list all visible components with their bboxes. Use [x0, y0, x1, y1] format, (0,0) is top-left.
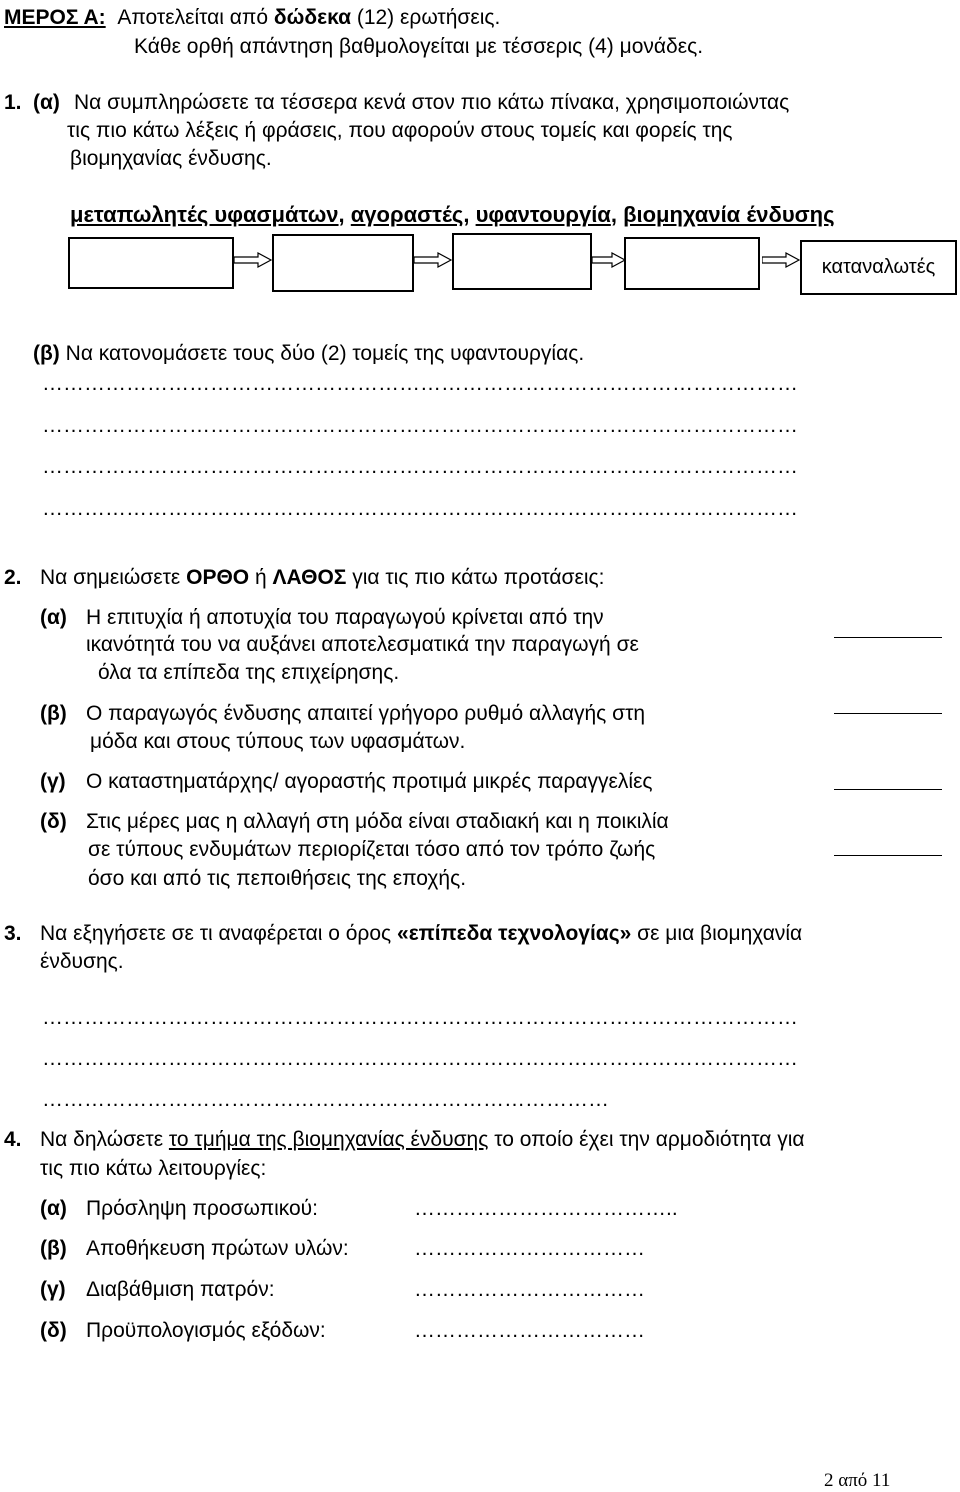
q2-item-line: σε τύπους ενδυμάτων περιορίζεται τόσο από τον τρόπο ζωής — [88, 838, 656, 861]
q2-item-line: ικανότητά του να αυξάνει αποτελεσματικά την παραγωγή σε — [86, 633, 639, 656]
answer-dotline[interactable]: ……………………………………………………………………………………………… — [42, 1006, 798, 1029]
answer-dotline[interactable]: ……………………………………………………………………………………………… — [42, 414, 798, 437]
q4-answer-dots[interactable]: …………………………… — [414, 1237, 645, 1260]
q2-item-line: όσο και από τις πεποιθήσεις της εποχής. — [88, 867, 467, 890]
q2-item-line: μόδα και στους τύπους των υφασμάτων. — [90, 730, 466, 753]
q2-item-line: όλα τα επίπεδα της επιχείρησης. — [98, 661, 400, 684]
flow-box-consumers — [800, 240, 957, 295]
answer-dotline[interactable]: ……………………………………………………………………………………………… — [42, 497, 798, 520]
page-number: 2 από 11 — [824, 1470, 891, 1491]
part-a-line1-bold: δώδεκα — [273, 6, 351, 29]
answer-blank[interactable] — [834, 637, 942, 638]
arrow-right-icon — [414, 252, 452, 268]
true-label: ΟΡΘΟ — [186, 566, 250, 589]
q4-underlined-term: το τμήμα της βιομηχανίας ένδυσης — [168, 1128, 489, 1151]
q4-number: 4. — [4, 1128, 22, 1151]
consumers-label: καταναλωτές — [821, 256, 936, 278]
q1-a-label: (α) — [33, 91, 60, 114]
flow-box-4[interactable] — [624, 237, 760, 290]
part-a-label: ΜΕΡΟΣ Α: — [4, 6, 106, 29]
answer-blank[interactable] — [834, 855, 942, 856]
q4-item-text: Πρόσληψη προσωπικού: — [86, 1197, 318, 1220]
flow-box-3[interactable] — [452, 233, 592, 290]
part-a-line1-post: (12) ερωτήσεις. — [351, 6, 501, 29]
answer-dotline[interactable]: ……………………………………………………………………… — [42, 1088, 609, 1111]
q4-item-text: Αποθήκευση πρώτων υλών: — [86, 1237, 349, 1260]
part-a-header — [4, 6, 500, 30]
q2-number: 2. — [4, 566, 22, 589]
q1-a-text-1: Να συμπληρώσετε τα τέσσερα κενά στον πιο κάτω πίνακα, χρησιμοποιώντας — [74, 91, 790, 114]
q4-answer-dots[interactable]: …………………………… — [414, 1319, 645, 1342]
part-a-line2: Κάθε ορθή απάντηση βαθμολογείται με τέσσερις (4) μονάδες. — [134, 35, 704, 58]
q2-item-label: (γ) — [40, 770, 66, 793]
q4-answer-dots[interactable]: ……………………………….. — [414, 1197, 678, 1220]
false-label: ΛΑΘΟΣ — [272, 566, 347, 589]
q4-item-label: (γ) — [40, 1278, 66, 1301]
answer-blank[interactable] — [834, 713, 942, 714]
q2-item-label: (α) — [40, 606, 67, 629]
word-4: βιομηχανία ένδυσης — [623, 202, 835, 227]
q1-a-text-3: βιομηχανίας ένδυσης. — [70, 147, 272, 170]
flow-box-2[interactable] — [272, 234, 414, 292]
arrow-right-icon — [762, 252, 800, 268]
arrow-right-icon — [592, 252, 626, 268]
q4-text-2: τις πιο κάτω λειτουργίες: — [40, 1157, 267, 1180]
word-3: υφαντουργία — [475, 202, 611, 227]
q4-item-label: (β) — [40, 1237, 67, 1260]
answer-dotline[interactable]: ……………………………………………………………………………………………… — [42, 455, 798, 478]
q3-number: 3. — [4, 922, 22, 945]
q1-number: 1. — [4, 91, 22, 114]
arrow-right-icon — [234, 252, 272, 268]
q3-text-2: ένδυσης. — [40, 950, 124, 973]
q3-text: Να εξηγήσετε σε τι αναφέρεται ο όρος «επίπεδα τεχνολογίας» σε μια βιομηχανία — [40, 922, 803, 945]
word-1: μεταπωλητές υφασμάτων — [70, 202, 339, 227]
q4-item-text: Διαβάθμιση πατρόν: — [86, 1278, 275, 1301]
q1-b — [33, 342, 584, 366]
q2-item-line: Ο παραγωγός ένδυσης απαιτεί γρήγορο ρυθμό αλλαγής στη — [86, 702, 646, 725]
q4-text: Να δηλώσετε το τμήμα της βιομηχανίας ένδυσης το οποίο έχει την αρμοδιότητα για — [40, 1128, 805, 1151]
q4-item-label: (δ) — [40, 1319, 67, 1342]
q2-item-line: Ο καταστηματάρχης/ αγοραστής προτιμά μικρές παραγγελίες — [86, 770, 653, 793]
q4-item-text: Προϋπολογισμός εξόδων: — [86, 1319, 326, 1342]
flow-box-1[interactable] — [68, 237, 234, 289]
q1-word-list: μεταπωλητές υφασμάτων, αγοραστές, υφαντουργία, βιομηχανία ένδυσης — [70, 202, 835, 227]
answer-dotline[interactable]: ……………………………………………………………………………………………… — [42, 372, 798, 395]
q1-a-text-2: τις πιο κάτω λέξεις ή φράσεις, που αφορούν στους τομείς και φορείς της — [67, 119, 733, 142]
q4-answer-dots[interactable]: …………………………… — [414, 1278, 645, 1301]
part-a-line1-pre: Αποτελείται από — [117, 6, 274, 29]
q2-item-line: Η επιτυχία ή αποτυχία του παραγωγού κρίνεται από την — [86, 606, 604, 629]
answer-blank[interactable] — [834, 789, 942, 790]
q2-item-line: Στις μέρες μας η αλλαγή στη μόδα είναι σταδιακή και η ποικιλία — [86, 810, 669, 833]
q1-b-label: (β) — [33, 342, 60, 365]
q2-item-label: (β) — [40, 702, 67, 725]
word-2: αγοραστές — [350, 202, 464, 227]
q3-term: «επίπεδα τεχνολογίας» — [397, 922, 632, 945]
q2-intro: Να σημειώσετε ΟΡΘΟ ή ΛΑΘΟΣ για τις πιο κάτω προτάσεις: — [40, 566, 605, 589]
q4-item-label: (α) — [40, 1197, 67, 1220]
q2-item-label: (δ) — [40, 810, 67, 833]
q1-b-text: Να κατονομάσετε τους δύο (2) τομείς της υφαντουργίας. — [65, 342, 585, 365]
answer-dotline[interactable]: ……………………………………………………………………………………………… — [42, 1047, 798, 1070]
